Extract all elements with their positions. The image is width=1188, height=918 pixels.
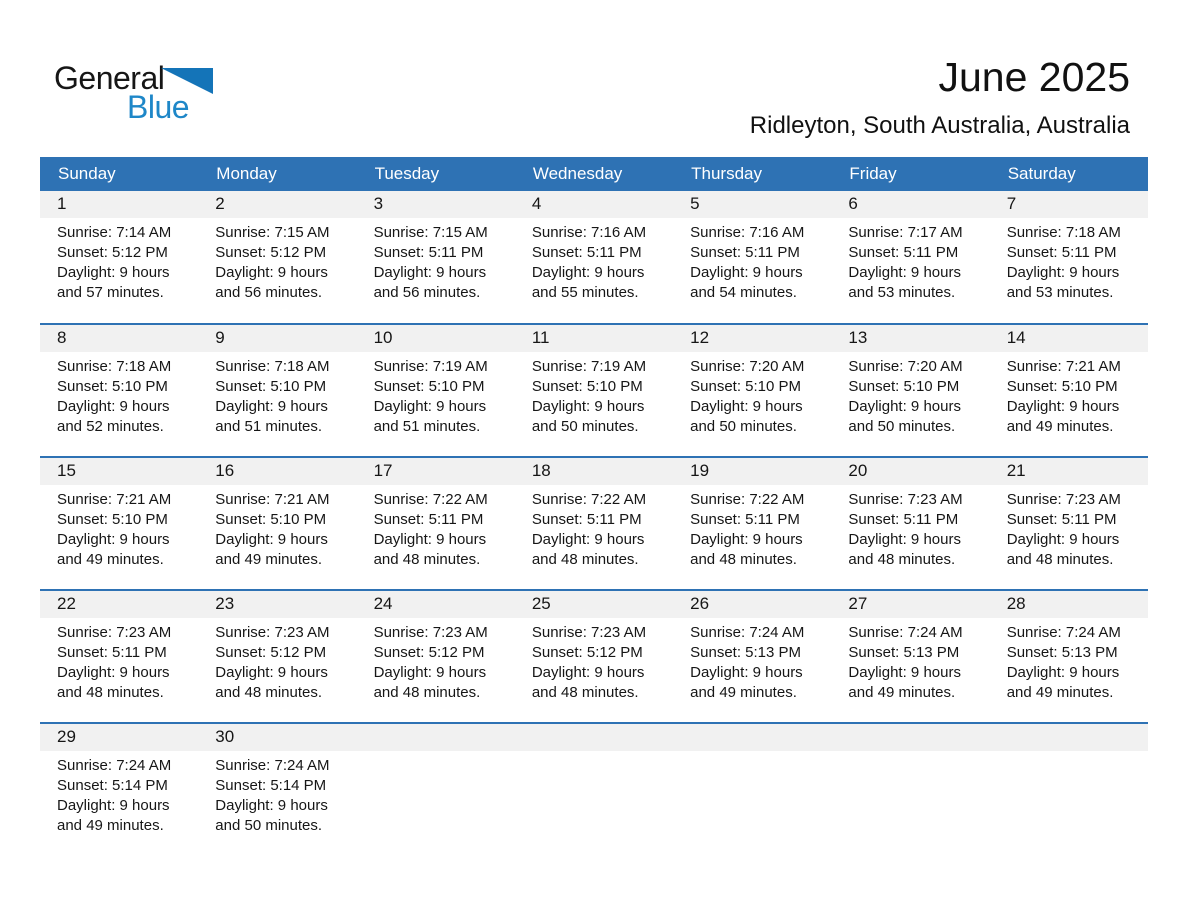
day-number: 29 (40, 724, 198, 751)
day-detail-line: Sunrise: 7:16 AM (690, 224, 805, 241)
day-number: 7 (990, 191, 1148, 218)
weekday-header-friday: Friday (831, 157, 989, 191)
day-number: 14 (990, 325, 1148, 352)
day-number: 8 (40, 325, 198, 352)
day-details (198, 618, 356, 703)
day-details (990, 485, 1148, 570)
day-detail-line: Daylight: 9 hours (848, 264, 961, 281)
day-detail-line: Sunset: 5:10 PM (690, 378, 802, 395)
day-cell (198, 457, 356, 590)
day-detail-line: Sunset: 5:12 PM (215, 644, 327, 661)
day-detail-line: Sunrise: 7:24 AM (215, 757, 330, 774)
day-detail-line: Sunrise: 7:24 AM (690, 624, 805, 641)
day-detail-line: and 56 minutes. (215, 284, 323, 301)
day-detail-line: Sunrise: 7:23 AM (57, 624, 172, 641)
day-number: 2 (198, 191, 356, 218)
day-details (673, 618, 831, 703)
day-cell (990, 191, 1148, 324)
day-detail-line: and 53 minutes. (848, 284, 956, 301)
day-detail-line: and 48 minutes. (531, 551, 639, 568)
day-details (990, 218, 1148, 303)
day-number: 17 (357, 458, 515, 485)
day-detail-line: Daylight: 9 hours (373, 264, 487, 281)
day-detail-line: and 49 minutes. (57, 817, 164, 834)
day-detail-line: Sunset: 5:13 PM (1006, 644, 1118, 661)
day-details (40, 618, 198, 703)
day-number: 15 (40, 458, 198, 485)
day-detail-line: Daylight: 9 hours (215, 797, 328, 814)
day-details (515, 485, 673, 570)
day-detail-line: and 48 minutes. (373, 684, 481, 701)
day-details (198, 485, 356, 570)
day-detail-line: Sunrise: 7:15 AM (215, 224, 330, 241)
day-number: 4 (515, 191, 673, 218)
day-detail-line: Sunrise: 7:15 AM (373, 224, 488, 241)
day-detail-line: Daylight: 9 hours (57, 797, 170, 814)
day-detail-line: and 48 minutes. (531, 684, 639, 701)
day-detail-line: Sunset: 5:11 PM (373, 511, 484, 528)
day-detail-line: and 48 minutes. (215, 684, 323, 701)
day-details (357, 485, 515, 570)
day-details (40, 485, 198, 570)
day-number: 11 (515, 325, 673, 352)
day-detail-line: Daylight: 9 hours (690, 264, 803, 281)
day-detail-line: Sunset: 5:11 PM (690, 511, 800, 528)
day-detail-line: and 55 minutes. (531, 284, 639, 301)
day-number: 21 (990, 458, 1148, 485)
day-cell-empty (673, 723, 831, 856)
day-detail-line: and 48 minutes. (373, 551, 481, 568)
day-cell (673, 457, 831, 590)
day-detail-line: Daylight: 9 hours (690, 531, 803, 548)
day-detail-line: Sunset: 5:10 PM (57, 511, 168, 528)
day-detail-line: Sunset: 5:11 PM (531, 244, 642, 261)
day-number: 10 (357, 325, 515, 352)
day-detail-line: Sunset: 5:10 PM (373, 378, 485, 395)
day-detail-line: Sunset: 5:12 PM (531, 644, 643, 661)
day-details (673, 485, 831, 570)
day-detail-line: Sunrise: 7:24 AM (1006, 624, 1121, 641)
weekday-header-row (40, 157, 1148, 191)
day-detail-line: and 49 minutes. (1006, 418, 1114, 435)
day-cell (40, 723, 198, 856)
day-detail-line: Daylight: 9 hours (531, 531, 645, 548)
calendar-week-row (40, 590, 1148, 723)
day-detail-line: Sunset: 5:11 PM (531, 511, 642, 528)
day-number: 24 (357, 591, 515, 618)
day-cell (831, 457, 989, 590)
day-details (990, 352, 1148, 437)
day-detail-line: Sunset: 5:12 PM (57, 244, 168, 261)
day-detail-line: and 52 minutes. (57, 418, 164, 435)
day-details (673, 218, 831, 303)
day-detail-line: Daylight: 9 hours (57, 531, 170, 548)
day-number: 9 (198, 325, 356, 352)
day-cell (198, 723, 356, 856)
day-detail-line: and 49 minutes. (690, 684, 797, 701)
day-detail-line: Sunset: 5:12 PM (373, 644, 485, 661)
day-number: 28 (990, 591, 1148, 618)
day-details (990, 618, 1148, 703)
calendar-week-row (40, 191, 1148, 324)
day-detail-line: Sunrise: 7:16 AM (531, 224, 647, 241)
day-details (515, 352, 673, 437)
day-number: 18 (515, 458, 673, 485)
day-detail-line: Sunrise: 7:22 AM (531, 491, 647, 508)
day-detail-line: Sunset: 5:12 PM (215, 244, 327, 261)
day-details (198, 218, 356, 303)
day-detail-line: and 48 minutes. (57, 684, 164, 701)
day-detail-line: Sunrise: 7:23 AM (1006, 491, 1121, 508)
day-detail-line: and 48 minutes. (848, 551, 956, 568)
day-details (831, 218, 989, 303)
day-number: 23 (198, 591, 356, 618)
calendar-week-row (40, 457, 1148, 590)
day-detail-line: Daylight: 9 hours (690, 664, 803, 681)
day-detail-line: Daylight: 9 hours (531, 264, 645, 281)
day-detail-line: Sunset: 5:11 PM (848, 244, 959, 261)
day-cell (831, 590, 989, 723)
day-detail-line: Sunrise: 7:19 AM (531, 358, 647, 375)
day-detail-line: Sunset: 5:11 PM (1006, 244, 1117, 261)
day-number: 12 (673, 325, 831, 352)
day-detail-line: Daylight: 9 hours (531, 398, 645, 415)
day-detail-line: Daylight: 9 hours (373, 531, 487, 548)
day-cell (357, 191, 515, 324)
day-detail-line: Daylight: 9 hours (1006, 264, 1120, 281)
day-cell (831, 191, 989, 324)
day-details (515, 618, 673, 703)
day-detail-line: Sunset: 5:11 PM (1006, 511, 1117, 528)
day-detail-line: Sunset: 5:11 PM (57, 644, 167, 661)
day-detail-line: Sunrise: 7:22 AM (690, 491, 805, 508)
day-cell (515, 324, 673, 457)
day-detail-line: Sunrise: 7:17 AM (848, 224, 963, 241)
calendar-week-row (40, 324, 1148, 457)
day-detail-line: Sunrise: 7:20 AM (848, 358, 963, 375)
day-cell (198, 324, 356, 457)
day-detail-line: Sunrise: 7:23 AM (215, 624, 330, 641)
day-number (990, 724, 1148, 751)
day-detail-line: Sunset: 5:14 PM (215, 777, 327, 794)
logo-text-general: General (54, 60, 165, 96)
day-detail-line: and 48 minutes. (1006, 551, 1114, 568)
title-block (750, 55, 1130, 140)
day-cell (198, 590, 356, 723)
day-number: 27 (831, 591, 989, 618)
day-number: 13 (831, 325, 989, 352)
day-detail-line: Sunset: 5:11 PM (690, 244, 800, 261)
weekday-header-monday: Monday (198, 157, 356, 191)
day-cell (673, 191, 831, 324)
day-detail-line: Daylight: 9 hours (373, 398, 487, 415)
day-number: 3 (357, 191, 515, 218)
weekday-header-thursday: Thursday (673, 157, 831, 191)
day-detail-line: Daylight: 9 hours (531, 664, 645, 681)
day-detail-line: and 51 minutes. (373, 418, 481, 435)
day-detail-line: Sunset: 5:11 PM (848, 511, 959, 528)
day-number: 1 (40, 191, 198, 218)
day-number (515, 724, 673, 751)
day-detail-line: Sunrise: 7:24 AM (848, 624, 963, 641)
day-cell-empty (990, 723, 1148, 856)
day-cell-empty (831, 723, 989, 856)
day-detail-line: Sunrise: 7:20 AM (690, 358, 805, 375)
day-details (40, 751, 198, 836)
logo-text-blue: Blue (127, 89, 190, 125)
day-detail-line: Sunrise: 7:21 AM (57, 491, 172, 508)
day-cell-empty (357, 723, 515, 856)
day-number (831, 724, 989, 751)
day-detail-line: Sunset: 5:10 PM (848, 378, 960, 395)
day-detail-line: Sunrise: 7:18 AM (215, 358, 330, 375)
day-number (673, 724, 831, 751)
day-number: 22 (40, 591, 198, 618)
day-number: 19 (673, 458, 831, 485)
day-detail-line: Daylight: 9 hours (57, 398, 170, 415)
day-detail-line: Sunset: 5:10 PM (1006, 378, 1118, 395)
day-details (357, 352, 515, 437)
day-cell (515, 191, 673, 324)
day-cell (40, 191, 198, 324)
day-detail-line: and 53 minutes. (1006, 284, 1114, 301)
day-cell (673, 324, 831, 457)
day-detail-line: Sunset: 5:10 PM (57, 378, 168, 395)
day-details (40, 352, 198, 437)
day-detail-line: Daylight: 9 hours (690, 398, 803, 415)
day-detail-line: and 50 minutes. (848, 418, 956, 435)
day-number (357, 724, 515, 751)
day-cell (357, 324, 515, 457)
day-detail-line: and 54 minutes. (690, 284, 797, 301)
day-details (673, 352, 831, 437)
day-details (198, 352, 356, 437)
day-detail-line: Sunrise: 7:23 AM (848, 491, 963, 508)
day-detail-line: and 50 minutes. (690, 418, 797, 435)
day-cell (357, 457, 515, 590)
day-cell (198, 191, 356, 324)
day-cell (990, 590, 1148, 723)
calendar-week-row (40, 723, 1148, 856)
day-number: 20 (831, 458, 989, 485)
day-detail-line: Sunset: 5:10 PM (531, 378, 643, 395)
day-detail-line: Sunrise: 7:18 AM (1006, 224, 1121, 241)
day-details (357, 218, 515, 303)
day-detail-line: Sunset: 5:13 PM (690, 644, 802, 661)
day-detail-line: Sunrise: 7:19 AM (373, 358, 488, 375)
day-detail-line: Daylight: 9 hours (848, 664, 961, 681)
day-details (831, 618, 989, 703)
weekday-header-sunday: Sunday (40, 157, 198, 191)
day-detail-line: Sunrise: 7:22 AM (373, 491, 488, 508)
day-detail-line: Sunset: 5:13 PM (848, 644, 960, 661)
day-detail-line: Sunrise: 7:21 AM (1006, 358, 1121, 375)
day-details (831, 352, 989, 437)
day-cell (990, 324, 1148, 457)
day-number: 26 (673, 591, 831, 618)
day-detail-line: Daylight: 9 hours (373, 664, 487, 681)
weekday-header-saturday: Saturday (990, 157, 1148, 191)
day-detail-line: Daylight: 9 hours (1006, 664, 1120, 681)
day-detail-line: Daylight: 9 hours (215, 398, 328, 415)
day-detail-line: Daylight: 9 hours (848, 531, 961, 548)
day-details (198, 751, 356, 836)
general-blue-logo (54, 60, 254, 140)
calendar-page (40, 0, 1148, 856)
day-cell-empty (515, 723, 673, 856)
day-cell (40, 324, 198, 457)
day-detail-line: Sunrise: 7:18 AM (57, 358, 172, 375)
day-cell (515, 590, 673, 723)
day-number: 25 (515, 591, 673, 618)
weekday-header-wednesday: Wednesday (515, 157, 673, 191)
day-details (40, 218, 198, 303)
day-details (357, 618, 515, 703)
day-detail-line: and 51 minutes. (215, 418, 323, 435)
page-header (40, 0, 1148, 157)
day-detail-line: and 49 minutes. (57, 551, 164, 568)
day-number: 16 (198, 458, 356, 485)
weekday-header-tuesday: Tuesday (357, 157, 515, 191)
day-cell (357, 590, 515, 723)
page-subtitle: Ridleyton, South Australia, Australia (749, 112, 1130, 140)
day-detail-line: and 50 minutes. (531, 418, 639, 435)
day-cell (673, 590, 831, 723)
day-number: 6 (831, 191, 989, 218)
day-detail-line: Sunrise: 7:14 AM (57, 224, 172, 241)
day-detail-line: and 50 minutes. (215, 817, 323, 834)
day-detail-line: and 49 minutes. (215, 551, 323, 568)
day-cell (515, 457, 673, 590)
day-detail-line: Daylight: 9 hours (215, 531, 328, 548)
day-detail-line: Daylight: 9 hours (848, 398, 961, 415)
day-detail-line: Sunrise: 7:23 AM (531, 624, 647, 641)
day-detail-line: Daylight: 9 hours (215, 264, 328, 281)
day-cell (40, 457, 198, 590)
day-detail-line: Daylight: 9 hours (57, 664, 170, 681)
day-detail-line: and 56 minutes. (373, 284, 481, 301)
day-detail-line: and 49 minutes. (848, 684, 956, 701)
day-detail-line: Sunset: 5:11 PM (373, 244, 484, 261)
day-details (831, 485, 989, 570)
day-detail-line: Daylight: 9 hours (1006, 531, 1120, 548)
calendar-table (40, 157, 1148, 856)
day-detail-line: Daylight: 9 hours (57, 264, 170, 281)
day-detail-line: Sunset: 5:14 PM (57, 777, 168, 794)
day-detail-line: Sunrise: 7:24 AM (57, 757, 172, 774)
day-cell (831, 324, 989, 457)
day-cell (990, 457, 1148, 590)
day-detail-line: Daylight: 9 hours (1006, 398, 1120, 415)
day-detail-line: Sunrise: 7:21 AM (215, 491, 330, 508)
day-detail-line: and 49 minutes. (1006, 684, 1114, 701)
day-detail-line: and 48 minutes. (690, 551, 797, 568)
day-detail-line: and 57 minutes. (57, 284, 164, 301)
day-cell (40, 590, 198, 723)
day-number: 5 (673, 191, 831, 218)
day-detail-line: Sunrise: 7:23 AM (373, 624, 488, 641)
page-title: June 2025 (938, 54, 1130, 100)
day-detail-line: Daylight: 9 hours (215, 664, 328, 681)
day-detail-line: Sunset: 5:10 PM (215, 511, 327, 528)
day-details (515, 218, 673, 303)
day-detail-line: Sunset: 5:10 PM (215, 378, 327, 395)
day-number: 30 (198, 724, 356, 751)
